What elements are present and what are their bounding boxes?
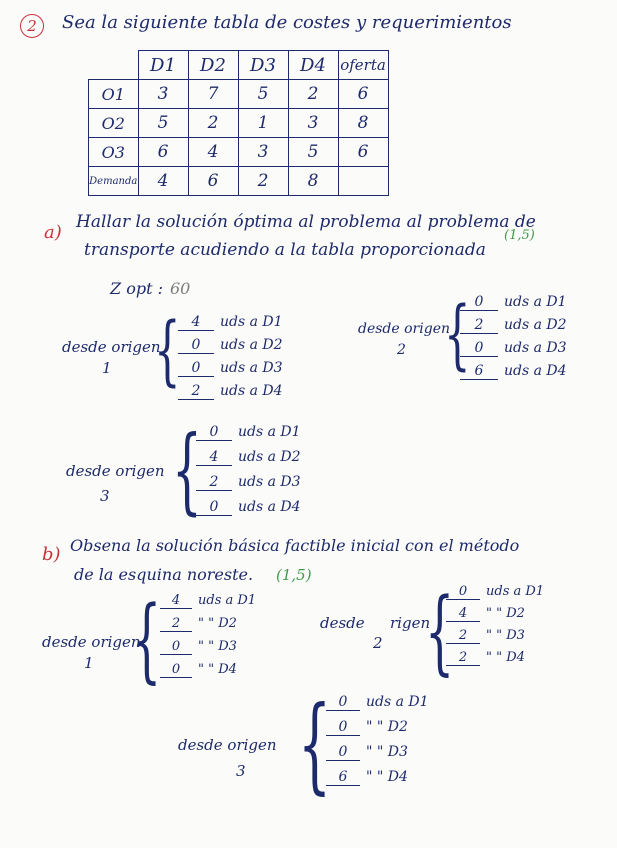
allocation-line [460, 340, 567, 363]
table-cell: 3 [138, 80, 188, 109]
allocation-value: 0 [326, 744, 360, 761]
allocation-value: 6 [326, 769, 360, 786]
allocation-line [326, 694, 429, 719]
table-cell: 6 [138, 138, 188, 167]
table-cell: 7 [188, 80, 238, 109]
table-cell: 4 [188, 138, 238, 167]
allocation-line [160, 616, 256, 639]
table-cell: 2 [288, 80, 338, 109]
part-a-letter: a) [44, 222, 62, 243]
a-origin2-lines [460, 294, 567, 386]
allocation-line [178, 314, 283, 337]
a-origin1-lines [178, 314, 283, 406]
table-cell: 5 [238, 80, 288, 109]
allocation-text: uds a D1 [220, 314, 283, 330]
allocation-value: 0 [460, 294, 498, 311]
allocation-line [446, 650, 544, 672]
table-row [89, 80, 389, 109]
b-origin2-label-1: desde [320, 614, 365, 632]
b-origin3-brace: { [298, 683, 332, 805]
allocation-line [196, 424, 301, 449]
allocation-value: 2 [160, 616, 192, 632]
part-a-text-line2: transporte acudiendo a la tabla proporcionada [84, 240, 486, 260]
a-origin1-number: 1 [102, 359, 112, 377]
table-cell [338, 167, 388, 196]
allocation-value: 2 [178, 383, 214, 400]
allocation-value: 4 [196, 449, 232, 466]
allocation-value: 0 [196, 499, 232, 516]
table-cell: 6 [338, 80, 388, 109]
a-origin2-brace: { [444, 289, 471, 378]
a-origin2-number: 2 [397, 342, 406, 358]
allocation-text: uds a D2 [220, 337, 283, 353]
allocation-line [178, 337, 283, 360]
table-row [89, 167, 389, 196]
table-cell: 5 [138, 109, 188, 138]
b-origin1-lines [160, 593, 256, 685]
allocation-text: " " D2 [198, 616, 237, 631]
table-cell: 3 [238, 138, 288, 167]
a-origin3-label: desde origen [66, 462, 165, 480]
part-b-points: (1,5) [276, 566, 312, 584]
allocation-value: 6 [460, 363, 498, 380]
allocation-value: 0 [178, 337, 214, 354]
table-cell: 4 [138, 167, 188, 196]
b-origin2-label-2: rigen [390, 614, 431, 632]
allocation-text: uds a D4 [238, 499, 301, 515]
table-cell: 6 [188, 167, 238, 196]
allocation-line [160, 593, 256, 616]
allocation-text: " " D4 [486, 650, 525, 665]
a-origin2-label: desde origen [358, 321, 450, 337]
a-origin1-brace: { [154, 305, 181, 394]
allocation-text: " " D3 [198, 639, 237, 654]
allocation-text: " " D4 [366, 769, 408, 785]
allocation-text: uds a D4 [220, 383, 283, 399]
allocation-text: uds a D3 [504, 340, 567, 356]
row-label: O2 [89, 109, 139, 138]
allocation-text: uds a D2 [238, 449, 301, 465]
allocation-line [326, 719, 429, 744]
allocation-text: " " D4 [198, 662, 237, 677]
part-a-text-line1: Hallar la solución óptima al problema al problema de [76, 212, 536, 232]
allocation-line [460, 317, 567, 340]
table-header-row [89, 51, 389, 80]
allocation-text: uds a D3 [238, 474, 301, 490]
allocation-text: uds a D3 [220, 360, 283, 376]
b-origin2-number: 2 [373, 634, 383, 652]
allocation-text: " " D3 [486, 628, 525, 643]
table-row [89, 138, 389, 167]
b-origin2-lines [446, 584, 544, 672]
b-origin1-number: 1 [84, 654, 94, 672]
allocation-line [178, 360, 283, 383]
allocation-text: " " D3 [366, 744, 408, 760]
problem-number-circle: 2 [20, 14, 44, 38]
table-cell: 3 [288, 109, 338, 138]
allocation-line [326, 744, 429, 769]
allocation-text: uds a D4 [504, 363, 567, 379]
part-b-text-line2: de la esquina noreste. [74, 565, 254, 584]
allocation-value: 0 [160, 639, 192, 655]
allocation-value: 4 [178, 314, 214, 331]
table-cell: 8 [288, 167, 338, 196]
allocation-line [178, 383, 283, 406]
allocation-text: uds a D1 [198, 593, 257, 608]
allocation-line [460, 294, 567, 317]
header-d2: D2 [188, 51, 238, 80]
a-origin3-lines [196, 424, 301, 524]
allocation-line [460, 363, 567, 386]
zopt-label: Z opt : [110, 279, 163, 298]
row-label: O1 [89, 80, 139, 109]
header-d4: D4 [288, 51, 338, 80]
a-origin3-brace: { [172, 416, 202, 525]
allocation-line [446, 606, 544, 628]
allocation-value: 2 [196, 474, 232, 491]
row-label: O3 [89, 138, 139, 167]
allocation-text: uds a D1 [366, 694, 429, 710]
allocation-line [196, 499, 301, 524]
b-origin1-label: desde origen [42, 633, 141, 651]
table-cell: 5 [288, 138, 338, 167]
allocation-value: 4 [160, 593, 192, 609]
header-oferta: oferta [338, 51, 388, 80]
allocation-text: uds a D1 [486, 584, 545, 599]
part-a-points: (1,5) [504, 228, 535, 243]
b-origin3-number: 3 [236, 762, 246, 780]
allocation-text: " " D2 [366, 719, 408, 735]
allocation-text: " " D2 [486, 606, 525, 621]
allocation-line [196, 449, 301, 474]
intro-text: Sea la siguiente tabla de costes y requerimientos [62, 12, 512, 33]
allocation-value: 0 [160, 662, 192, 678]
allocation-value: 0 [326, 694, 360, 711]
allocation-value: 0 [326, 719, 360, 736]
allocation-line [326, 769, 429, 794]
allocation-line [446, 628, 544, 650]
allocation-value: 2 [460, 317, 498, 334]
allocation-line [160, 639, 256, 662]
b-origin3-lines [326, 694, 429, 794]
b-origin1-brace: { [132, 586, 162, 693]
allocation-text: uds a D1 [238, 424, 301, 440]
header-d3: D3 [238, 51, 288, 80]
b-origin3-label: desde origen [178, 736, 277, 754]
allocation-text: uds a D1 [504, 294, 567, 310]
allocation-value: 0 [446, 584, 480, 600]
allocation-value: 0 [460, 340, 498, 357]
table-cell: 8 [338, 109, 388, 138]
allocation-value: 0 [178, 360, 214, 377]
allocation-line [446, 584, 544, 606]
table-cell: 2 [188, 109, 238, 138]
a-origin3-number: 3 [100, 487, 110, 505]
part-b-text-line1: Obsena la solución básica factible inicial con el método [70, 536, 520, 555]
cost-table [88, 50, 389, 196]
a-origin1-label: desde origen [62, 338, 161, 356]
allocation-text: uds a D2 [504, 317, 567, 333]
table-cell: 2 [238, 167, 288, 196]
zopt-value: 60 [170, 279, 191, 298]
allocation-line [196, 474, 301, 499]
b-origin2-brace: { [425, 578, 455, 685]
table-corner [89, 51, 139, 80]
table-row [89, 109, 389, 138]
allocation-line [160, 662, 256, 685]
allocation-value: 0 [196, 424, 232, 441]
table-cell: 1 [238, 109, 288, 138]
row-label-demanda: Demanda [89, 167, 139, 196]
table-cell: 6 [338, 138, 388, 167]
allocation-value: 2 [446, 628, 480, 644]
allocation-value: 2 [446, 650, 480, 666]
header-d1: D1 [138, 51, 188, 80]
part-b-letter: b) [42, 544, 61, 565]
allocation-value: 4 [446, 606, 480, 622]
